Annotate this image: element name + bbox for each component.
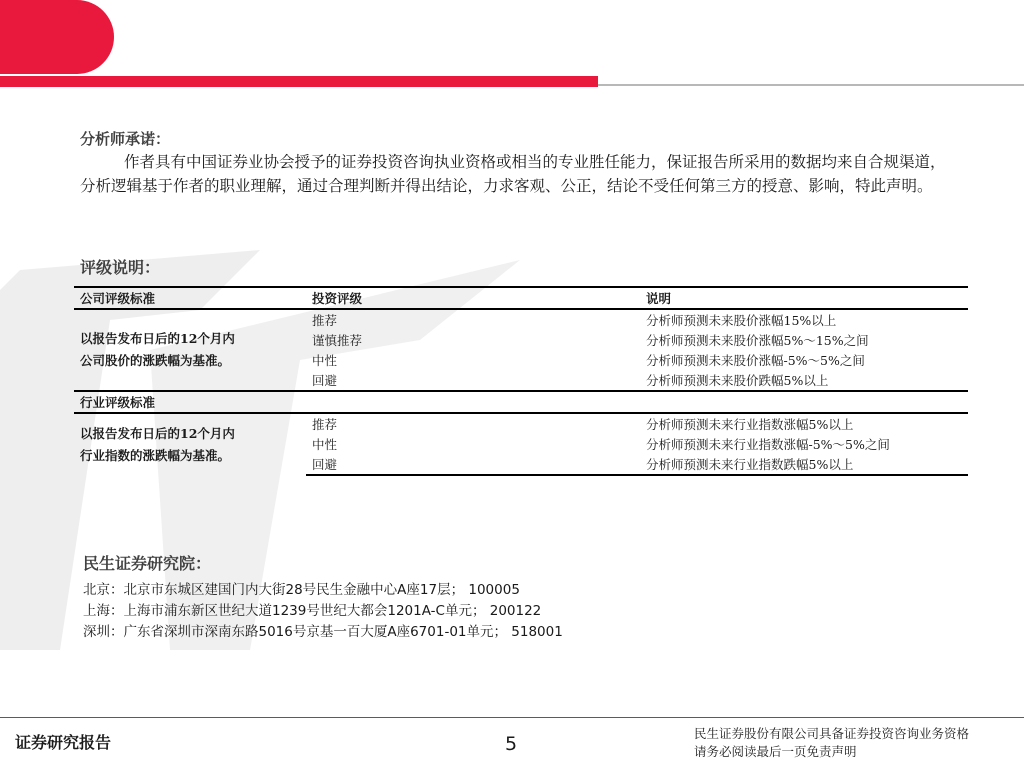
desc-cell: 分析师预测未来行业指数涨幅5%以上 xyxy=(646,417,854,432)
grade-cell: 推荐 xyxy=(312,417,338,432)
grade-cell: 回避 xyxy=(306,454,640,475)
header-red-bar xyxy=(0,76,598,87)
address-beijing: 北京：北京市东城区建国门内大街28号民生金融中心A座17层； 100005 xyxy=(83,582,520,598)
empty-cell xyxy=(640,391,968,413)
table-row xyxy=(74,309,968,330)
grade-cell: 中性 xyxy=(312,353,338,368)
grade-cell: 推荐 xyxy=(312,313,338,328)
company-basis-line: 以报告发布日后的12个月内 xyxy=(80,331,235,346)
grade-cell: 回避 xyxy=(312,373,338,388)
rating-table-header xyxy=(74,287,968,309)
desc-cell: 分析师预测未来股价涨幅-5%～5%之间 xyxy=(646,353,865,368)
commitment-heading: 分析师承诺： xyxy=(80,130,171,148)
company-basis-line: 公司股价的涨跌幅为基准。 xyxy=(80,353,231,368)
rating-heading: 评级说明： xyxy=(80,258,161,277)
desc-cell: 分析师预测未来股价跌幅5%以上 xyxy=(646,373,829,388)
industry-section-label: 行业评级标准 xyxy=(74,391,306,413)
commitment-text: 作者具有中国证券业协会授予的证券投资咨询执业资格或相当的专业胜任能力，保证报告所采用的数据均来自合规渠道，分析逻辑基于作者的职业理解，通过合理判断并得出结论，力求客观、公正，结论不受任何第三方的授意、影响，特此声明。 xyxy=(80,153,946,195)
industry-basis-line: 行业指数的涨跌幅为基准。 xyxy=(80,447,231,463)
company-basis xyxy=(74,309,306,391)
address-shenzhen: 深圳：广东省深圳市深南东路5016号京基一百大厦A座6701-01单元； 518001 xyxy=(83,624,563,640)
rating-table xyxy=(74,286,968,476)
industry-section-row xyxy=(74,391,968,413)
footer-rule xyxy=(0,717,1024,718)
desc-cell: 分析师预测未来股价涨幅15%以上 xyxy=(646,313,837,328)
header-investment-rating: 投资评级 xyxy=(306,287,640,309)
grade-cell: 中性 xyxy=(312,437,338,452)
page-number: 5 xyxy=(505,733,518,755)
footer-report-label: 证券研究报告 xyxy=(15,733,112,752)
desc-cell: 分析师预测未来行业指数涨幅-5%～5%之间 xyxy=(646,437,890,452)
footer-disclaimer-note: 请务必阅读最后一页免责声明 xyxy=(694,744,857,759)
grade-cell: 谨慎推荐 xyxy=(312,333,363,348)
address-shanghai: 上海：上海市浦东新区世纪大道1239号世纪大都会1201A-C单元； 200122 xyxy=(83,603,542,619)
footer-qualification: 民生证券股份有限公司具备证券投资咨询业务资格 xyxy=(694,726,970,741)
desc-cell: 分析师预测未来行业指数跌幅5%以上 xyxy=(640,454,968,475)
header-company-standard: 公司评级标准 xyxy=(74,287,306,309)
header-description: 说明 xyxy=(640,287,968,309)
empty-cell xyxy=(306,391,640,413)
table-row xyxy=(74,413,968,434)
industry-basis xyxy=(74,413,306,475)
institute-heading: 民生证券研究院： xyxy=(83,554,212,573)
commitment-paragraph xyxy=(80,151,960,198)
desc-cell: 分析师预测未来股价涨幅5%～15%之间 xyxy=(646,333,869,348)
header-grey-rule xyxy=(598,84,1024,86)
industry-basis-line: 以报告发布日后的12个月内 xyxy=(80,425,235,441)
brand-red-tab xyxy=(0,0,114,74)
